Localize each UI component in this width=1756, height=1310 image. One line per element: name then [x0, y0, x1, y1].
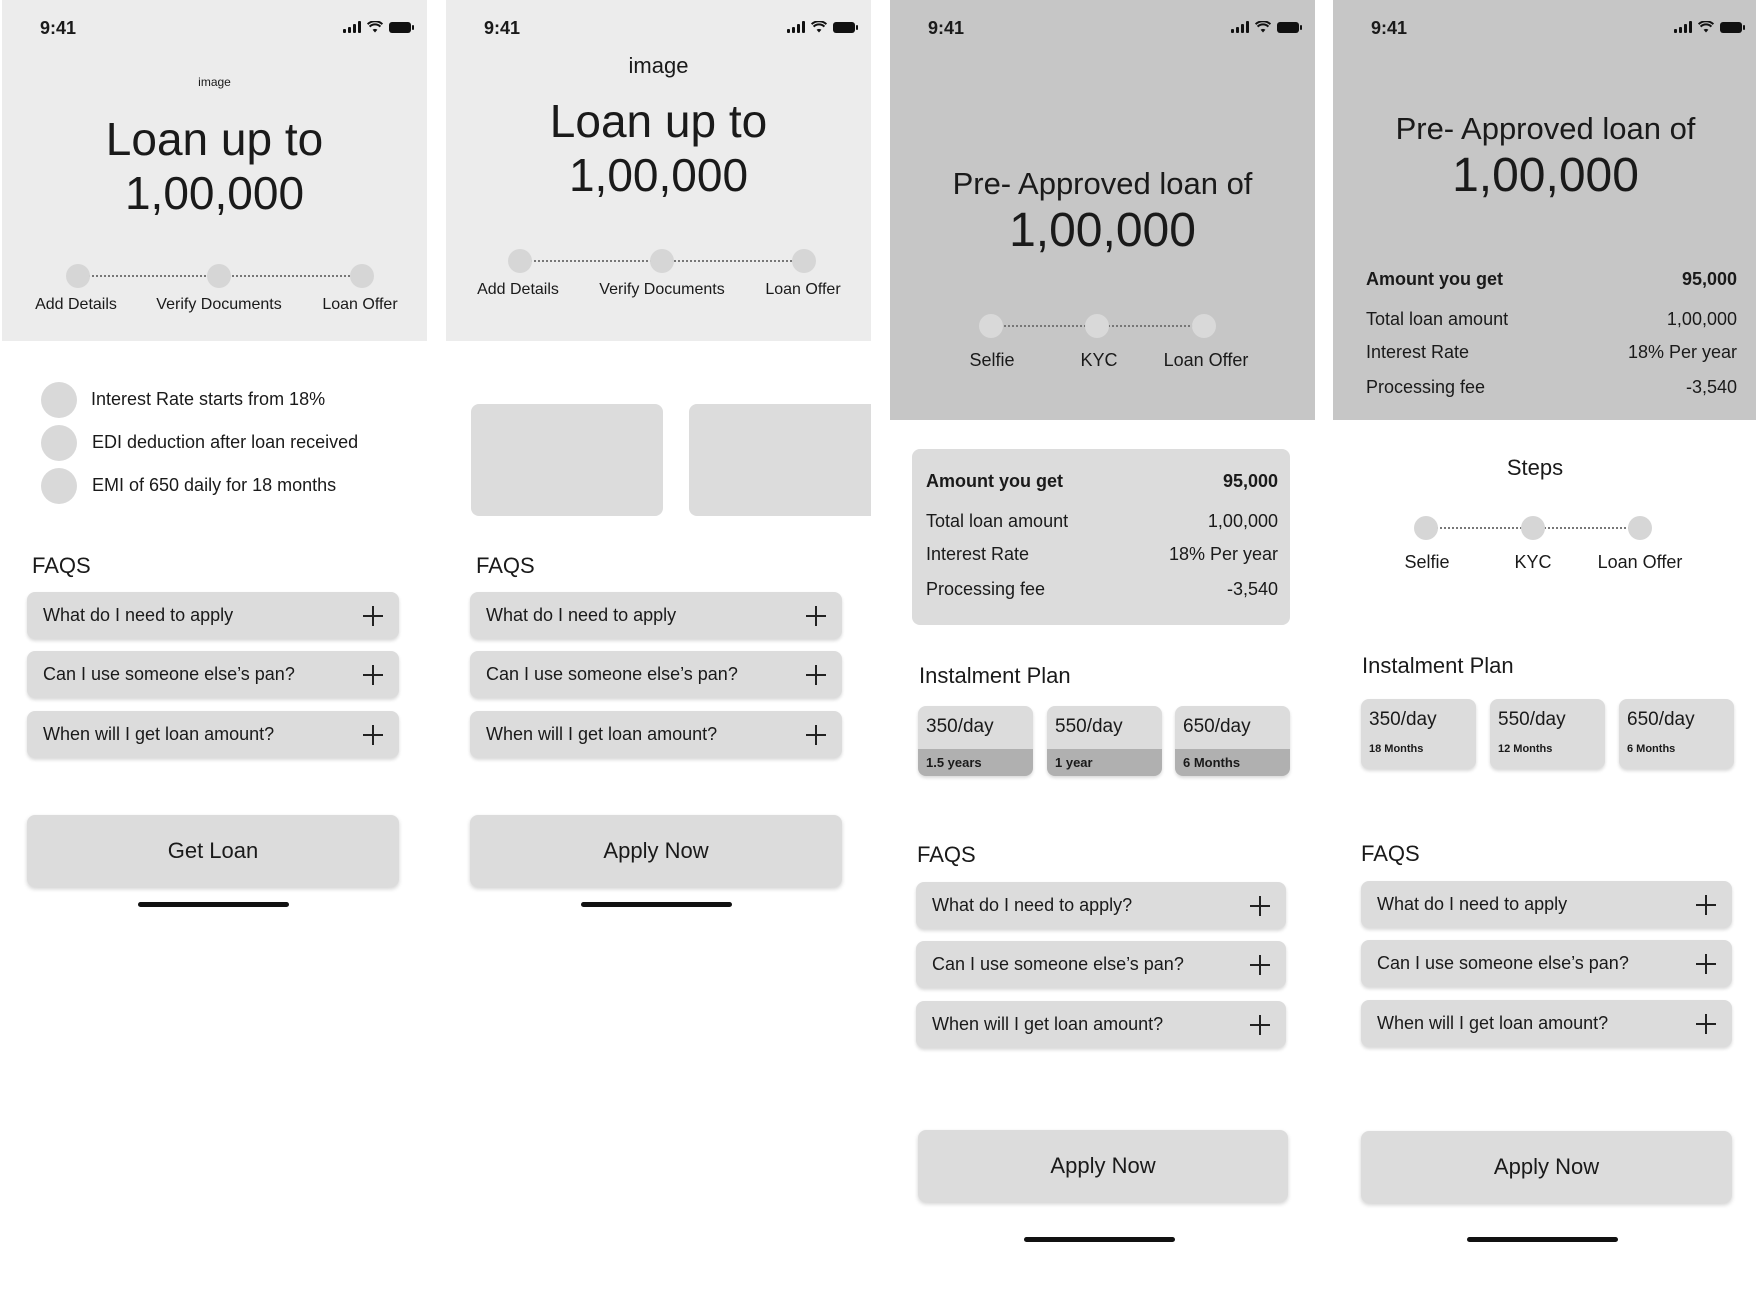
hero-title: [2, 112, 427, 220]
plus-icon[interactable]: [806, 665, 826, 685]
feature-icon: [41, 425, 77, 461]
plus-icon[interactable]: [1696, 895, 1716, 915]
faq-item[interactable]: [1361, 881, 1732, 928]
step-label-kyc: KYC: [1514, 552, 1552, 572]
step-dot-add-details: [508, 249, 532, 273]
plan-amount: 650/day: [1183, 716, 1251, 737]
image-placeholder-label: image: [628, 53, 689, 78]
plus-icon[interactable]: [806, 725, 826, 745]
step-label-add-details: Add Details: [35, 296, 117, 313]
get-loan-button[interactable]: Get Loan: [27, 815, 399, 887]
step-label-verify-documents: Verify Documents: [156, 296, 282, 313]
step-dot-selfie: [1414, 516, 1438, 540]
faq-item[interactable]: [470, 651, 842, 698]
step-dot-kyc: [1085, 314, 1109, 338]
carousel-card[interactable]: [471, 404, 663, 516]
summary-value: 95,000: [1222, 471, 1278, 491]
plus-icon[interactable]: [1696, 954, 1716, 974]
plus-icon[interactable]: [1250, 955, 1270, 975]
summary-label: Interest Rate: [1366, 342, 1470, 362]
feature-icon: [41, 382, 77, 418]
plan-amount: 550/day: [1498, 709, 1566, 730]
feature-icon: [41, 468, 77, 504]
battery-icon: [1720, 22, 1742, 33]
hero-title-line1: Loan up to: [105, 113, 324, 165]
step-label-selfie: Selfie: [1404, 552, 1450, 572]
plus-icon[interactable]: [1250, 896, 1270, 916]
step-dot-loan-offer: [1628, 516, 1652, 540]
summary-row-fee: [1366, 377, 1737, 398]
status-icons: [1231, 21, 1299, 33]
faq-item[interactable]: [27, 711, 399, 758]
faq-question: Can I use someone else’s pan?: [1377, 953, 1629, 973]
faq-heading: FAQS: [476, 553, 535, 578]
hero-banner: [890, 0, 1315, 420]
step-label-loan-offer: Loan Offer: [1163, 350, 1249, 370]
screen-3: [890, 0, 1315, 1310]
home-indicator[interactable]: [138, 902, 289, 907]
plan-option[interactable]: [918, 706, 1033, 776]
plan-duration: 18 Months: [1369, 743, 1424, 755]
faq-question: What do I need to apply: [1377, 894, 1568, 914]
summary-value: -3,540: [1226, 579, 1278, 599]
hero-amount: 1,00,000: [1009, 204, 1196, 257]
hero-amount: 1,00,000: [1452, 149, 1639, 202]
summary-row-interest: [926, 544, 1278, 565]
faq-item[interactable]: [27, 592, 399, 639]
home-indicator[interactable]: [581, 902, 732, 907]
faq-heading: FAQS: [917, 842, 976, 867]
wifi-icon: [1698, 21, 1714, 33]
faq-question: When will I get loan amount?: [932, 1014, 1164, 1034]
step-label-verify-documents: Verify Documents: [599, 281, 725, 298]
feature-interest-rate: Interest Rate starts from 18%: [91, 389, 326, 409]
step-dot-selfie: [979, 314, 1003, 338]
screen-4: [1333, 0, 1756, 1310]
plan-amount: 350/day: [1369, 709, 1437, 730]
apply-now-button[interactable]: Apply Now: [470, 815, 842, 887]
signal-icon: [787, 21, 805, 33]
plan-amount: 550/day: [1055, 716, 1123, 737]
wifi-icon: [811, 21, 827, 33]
plan-option[interactable]: [1490, 699, 1605, 769]
step-dot-loan-offer: [792, 249, 816, 273]
step-dot-verify-documents: [207, 264, 231, 288]
plan-amount: 350/day: [926, 716, 994, 737]
faq-heading: FAQS: [1361, 841, 1420, 866]
summary-row-interest: [1366, 342, 1737, 363]
hero-title-line1: Pre- Approved loan of: [1395, 111, 1696, 146]
plan-option[interactable]: [1361, 699, 1476, 769]
step-dot-add-details: [66, 264, 90, 288]
signal-icon: [1674, 21, 1692, 33]
faq-item[interactable]: [916, 882, 1286, 929]
step-label-add-details: Add Details: [477, 281, 559, 298]
hero-amount: 1,00,000: [568, 149, 749, 201]
plan-option[interactable]: [1619, 699, 1734, 769]
screen-2: [446, 0, 871, 1310]
feature-emi: EMI of 650 daily for 18 months: [92, 475, 337, 495]
signal-icon: [343, 21, 361, 33]
faq-question: What do I need to apply: [486, 605, 677, 625]
apply-now-button[interactable]: Apply Now: [1361, 1131, 1732, 1203]
step-label-loan-offer: Loan Offer: [765, 281, 841, 298]
summary-value: 95,000: [1681, 269, 1737, 289]
plan-amount: 650/day: [1627, 709, 1695, 730]
apply-now-button[interactable]: Apply Now: [918, 1130, 1288, 1202]
summary-value: 1,00,000: [1207, 511, 1278, 531]
summary-value: -3,540: [1685, 377, 1737, 397]
status-time: 9:41: [40, 18, 77, 38]
summary-label: Processing fee: [926, 579, 1046, 599]
summary-row-amount: [1366, 269, 1737, 290]
battery-icon: [833, 22, 855, 33]
wifi-icon: [1255, 21, 1271, 33]
steps-heading: Steps: [1506, 455, 1564, 480]
status-icons: [1674, 21, 1742, 33]
step-label-loan-offer: Loan Offer: [322, 296, 398, 313]
plan-duration: 6 Months: [1175, 749, 1290, 776]
summary-label: Interest Rate: [926, 544, 1030, 564]
faq-item[interactable]: [470, 592, 842, 639]
summary-label: Amount you get: [1366, 269, 1503, 289]
hero-banner: [2, 0, 427, 341]
battery-icon: [1277, 22, 1299, 33]
plan-duration: 12 Months: [1498, 743, 1553, 755]
wifi-icon: [367, 21, 383, 33]
hero-title: [446, 94, 871, 202]
home-indicator[interactable]: [1024, 1237, 1175, 1242]
status-icons: [343, 21, 411, 33]
hero-banner: [446, 0, 871, 341]
plus-icon[interactable]: [363, 665, 383, 685]
faq-item[interactable]: [916, 941, 1286, 988]
faq-question: Can I use someone else’s pan?: [486, 664, 738, 684]
plus-icon[interactable]: [1250, 1015, 1270, 1035]
screen-1: [2, 0, 427, 1310]
summary-label: Amount you get: [926, 471, 1063, 491]
plus-icon[interactable]: [806, 606, 826, 626]
battery-icon: [389, 22, 411, 33]
image-placeholder-label: image: [198, 75, 231, 89]
plan-option[interactable]: [1175, 706, 1290, 776]
summary-label: Processing fee: [1366, 377, 1486, 397]
carousel-card[interactable]: [689, 404, 871, 516]
status-time: 9:41: [484, 18, 521, 38]
signal-icon: [1231, 21, 1249, 33]
step-label-loan-offer: Loan Offer: [1597, 552, 1683, 572]
step-dot-loan-offer: [1192, 314, 1216, 338]
faq-item[interactable]: [27, 651, 399, 698]
summary-row-fee: [926, 579, 1278, 600]
summary-row-total: [1366, 309, 1737, 330]
plus-icon[interactable]: [363, 606, 383, 626]
instalment-plan-heading: Instalment Plan: [919, 663, 1071, 688]
summary-value: 18% Per year: [1627, 342, 1737, 362]
status-icons: [787, 21, 855, 33]
faq-question: When will I get loan amount?: [486, 724, 718, 744]
step-dot-loan-offer: [350, 264, 374, 288]
summary-label: Total loan amount: [1366, 309, 1509, 329]
step-label-selfie: Selfie: [969, 350, 1015, 370]
summary-value: 18% Per year: [1168, 544, 1278, 564]
hero-amount: 1,00,000: [124, 167, 305, 219]
summary-label: Total loan amount: [926, 511, 1069, 531]
plus-icon[interactable]: [1696, 1014, 1716, 1034]
faq-item[interactable]: [1361, 1000, 1732, 1047]
summary-row-total: [926, 511, 1278, 532]
plan-duration: 1 year: [1047, 749, 1162, 776]
plus-icon[interactable]: [363, 725, 383, 745]
home-indicator[interactable]: [1467, 1237, 1618, 1242]
faq-question: When will I get loan amount?: [1377, 1013, 1609, 1033]
summary-row-amount: [926, 471, 1278, 492]
status-time: 9:41: [928, 18, 965, 38]
plan-duration: 1.5 years: [918, 749, 1033, 776]
faq-item[interactable]: [470, 711, 842, 758]
faq-heading: FAQS: [32, 553, 91, 578]
plan-option[interactable]: [1047, 706, 1162, 776]
faq-question: Can I use someone else’s pan?: [932, 954, 1184, 974]
step-dot-kyc: [1521, 516, 1545, 540]
status-time: 9:41: [1371, 18, 1408, 38]
step-dot-verify-documents: [650, 249, 674, 273]
plan-duration: 6 Months: [1627, 743, 1676, 755]
faq-question: When will I get loan amount?: [43, 724, 275, 744]
hero-title-line1: Loan up to: [549, 95, 768, 147]
summary-value: 1,00,000: [1666, 309, 1737, 329]
hero-title-line1: Pre- Approved loan of: [952, 166, 1253, 201]
hero-banner: [1333, 0, 1756, 420]
faq-item[interactable]: [916, 1001, 1286, 1048]
faq-question: Can I use someone else’s pan?: [43, 664, 295, 684]
faq-question: What do I need to apply?: [932, 895, 1133, 915]
faq-question: What do I need to apply: [43, 605, 234, 625]
instalment-plan-heading: Instalment Plan: [1362, 653, 1514, 678]
faq-item[interactable]: [1361, 940, 1732, 987]
step-label-kyc: KYC: [1080, 350, 1118, 370]
feature-edi-deduction: EDI deduction after loan received: [92, 432, 359, 452]
